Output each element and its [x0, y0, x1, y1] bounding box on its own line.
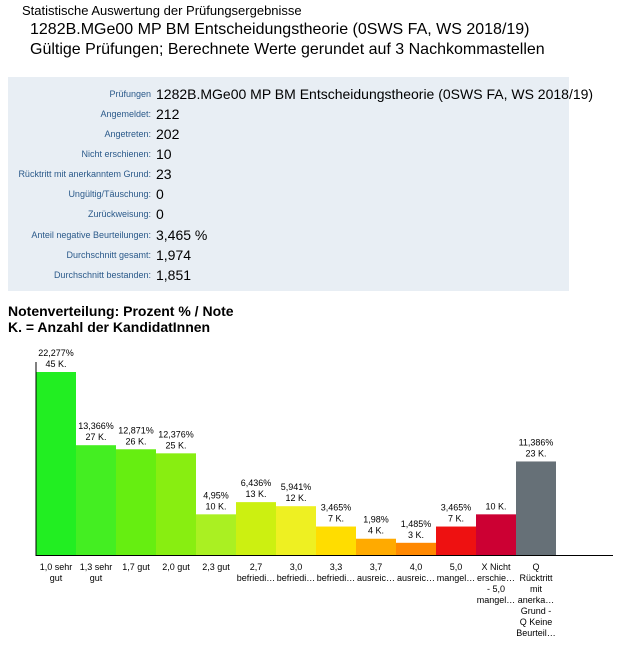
header-title: Statistische Auswertung der Prüfungsergebnisse — [22, 3, 302, 18]
x-tick-label: 3,0 — [289, 562, 303, 572]
header-note: Gültige Prüfungen; Berechnete Werte gerundet auf 3 Nachkommastellen — [30, 41, 545, 58]
chart-subtitle: K. = Anzahl der KandidatInnen — [8, 319, 211, 335]
x-tick-label: 2,3 gut — [202, 562, 230, 572]
stats-label: Durchschnitt gesamt: — [66, 250, 151, 260]
bar-count-label: 7 K. — [327, 513, 345, 524]
stats-label: Angetreten: — [104, 129, 151, 139]
bar-percent-label: 5,941% — [280, 482, 312, 493]
stats-value: 1,851 — [156, 267, 192, 283]
bar — [436, 527, 476, 555]
bar-percent-label: 4,95% — [203, 490, 229, 501]
x-tick-label: befriedi… — [276, 573, 316, 583]
stats-label: Ungültig/Täuschung: — [68, 189, 151, 199]
bar — [156, 453, 196, 555]
x-tick-label: 4,0 — [409, 562, 423, 572]
bar — [236, 502, 276, 555]
bar-count-label: 45 K. — [45, 359, 67, 369]
bar-count-label: 25 K. — [165, 440, 187, 451]
x-tick-label: 2,7 — [249, 562, 263, 572]
x-tick-label: 3,7 — [369, 562, 383, 572]
x-tick-label: mangel… — [476, 595, 516, 605]
bar — [316, 527, 356, 555]
x-tick-label: Q Keine — [519, 617, 553, 627]
x-tick-label: - 5,0 — [486, 584, 506, 594]
bar-count-label: 23 K. — [525, 448, 547, 459]
x-tick-label: 1,3 sehr — [79, 562, 113, 572]
bar-count-label: 12 K. — [285, 493, 307, 504]
bar-count-label: 13 K. — [245, 489, 267, 500]
bar — [356, 539, 396, 555]
x-tick-label: erschie… — [476, 573, 516, 583]
bar-percent-label: 1,98% — [363, 514, 389, 525]
stats-value: 0 — [156, 186, 164, 202]
bar-percent-label: 11,386% — [518, 437, 554, 448]
x-tick-label: befriedi… — [236, 573, 276, 583]
stats-label: Anteil negative Beurteilungen: — [31, 230, 151, 240]
bar-count-label: 3 K. — [407, 529, 425, 540]
bar-percent-label: 12,871% — [118, 425, 154, 436]
x-tick-label: Rücktritt — [519, 573, 553, 583]
x-tick-label: 3,3 — [329, 562, 343, 572]
bar-percent-label: 13,366% — [78, 421, 114, 432]
bar — [396, 543, 436, 555]
x-tick-label: gut — [49, 573, 63, 583]
x-tick-label: anerka… — [517, 595, 555, 605]
stats-value: 1,974 — [156, 247, 192, 263]
bar-percent-label: 3,465% — [320, 502, 352, 513]
x-tick-label: X Nicht — [481, 562, 511, 572]
x-tick-label: Beurteil… — [516, 628, 556, 638]
x-tick-label: befriedi… — [316, 573, 356, 583]
stats-value: 202 — [156, 126, 180, 142]
x-tick-label: gut — [89, 573, 103, 583]
stats-label: Durchschnitt bestanden: — [53, 270, 151, 280]
x-tick-label: 2,0 gut — [162, 562, 190, 572]
bar-percent-label: 22,277% — [38, 348, 74, 358]
stats-label: Zurückweisung: — [87, 209, 151, 219]
bar-count-label: 10 K. — [485, 501, 507, 512]
bar-percent-label: 12,376% — [158, 429, 194, 440]
stats-value: 1282B.MGe00 MP BM Entscheidungstheorie (0SWS FA, WS 2018/19) — [156, 86, 594, 102]
bar — [76, 445, 116, 555]
x-tick-label: 1,0 sehr — [39, 562, 73, 572]
bar-percent-label: 1,485% — [400, 518, 432, 529]
bar-count-label: 27 K. — [85, 432, 107, 443]
exam-name: 1282B.MGe00 MP BM Entscheidungstheorie (0SWS FA, WS 2018/19) — [30, 21, 530, 38]
chart-title: Notenverteilung: Prozent % / Note — [8, 303, 234, 319]
bar-count-label: 10 K. — [205, 501, 227, 512]
bar — [196, 514, 236, 555]
x-tick-label: ausreic… — [396, 573, 436, 583]
stats-value: 0 — [156, 206, 164, 222]
x-tick-label: 1,7 gut — [122, 562, 150, 572]
stats-value: 212 — [156, 106, 180, 122]
bar-percent-label: 3,465% — [440, 502, 472, 513]
stats-value: 10 — [156, 146, 172, 162]
bar — [116, 449, 156, 555]
x-tick-label: mit — [530, 584, 542, 594]
stats-value: 23 — [156, 166, 172, 182]
x-tick-label: ausreic… — [356, 573, 396, 583]
stats-label: Rücktritt mit anerkanntem Grund: — [18, 169, 151, 179]
stats-value: 3,465 % — [156, 227, 208, 243]
bar-percent-label: 6,436% — [240, 478, 272, 489]
x-tick-label: mangel… — [436, 573, 476, 583]
x-tick-label: 5,0 — [449, 562, 463, 572]
stats-label: Nicht erschienen: — [81, 149, 151, 159]
bar — [476, 514, 516, 555]
bar-count-label: 26 K. — [125, 436, 147, 447]
bar-count-label: 4 K. — [367, 525, 385, 536]
x-tick-label: Q — [532, 562, 540, 572]
bar — [516, 461, 556, 555]
bar-count-label: 7 K. — [447, 513, 465, 524]
x-tick-label: Grund - — [520, 606, 552, 616]
stats-label: Angemeldet: — [100, 109, 151, 119]
stats-label: Prüfungen — [109, 89, 151, 99]
bar — [276, 506, 316, 555]
bar — [36, 372, 76, 555]
